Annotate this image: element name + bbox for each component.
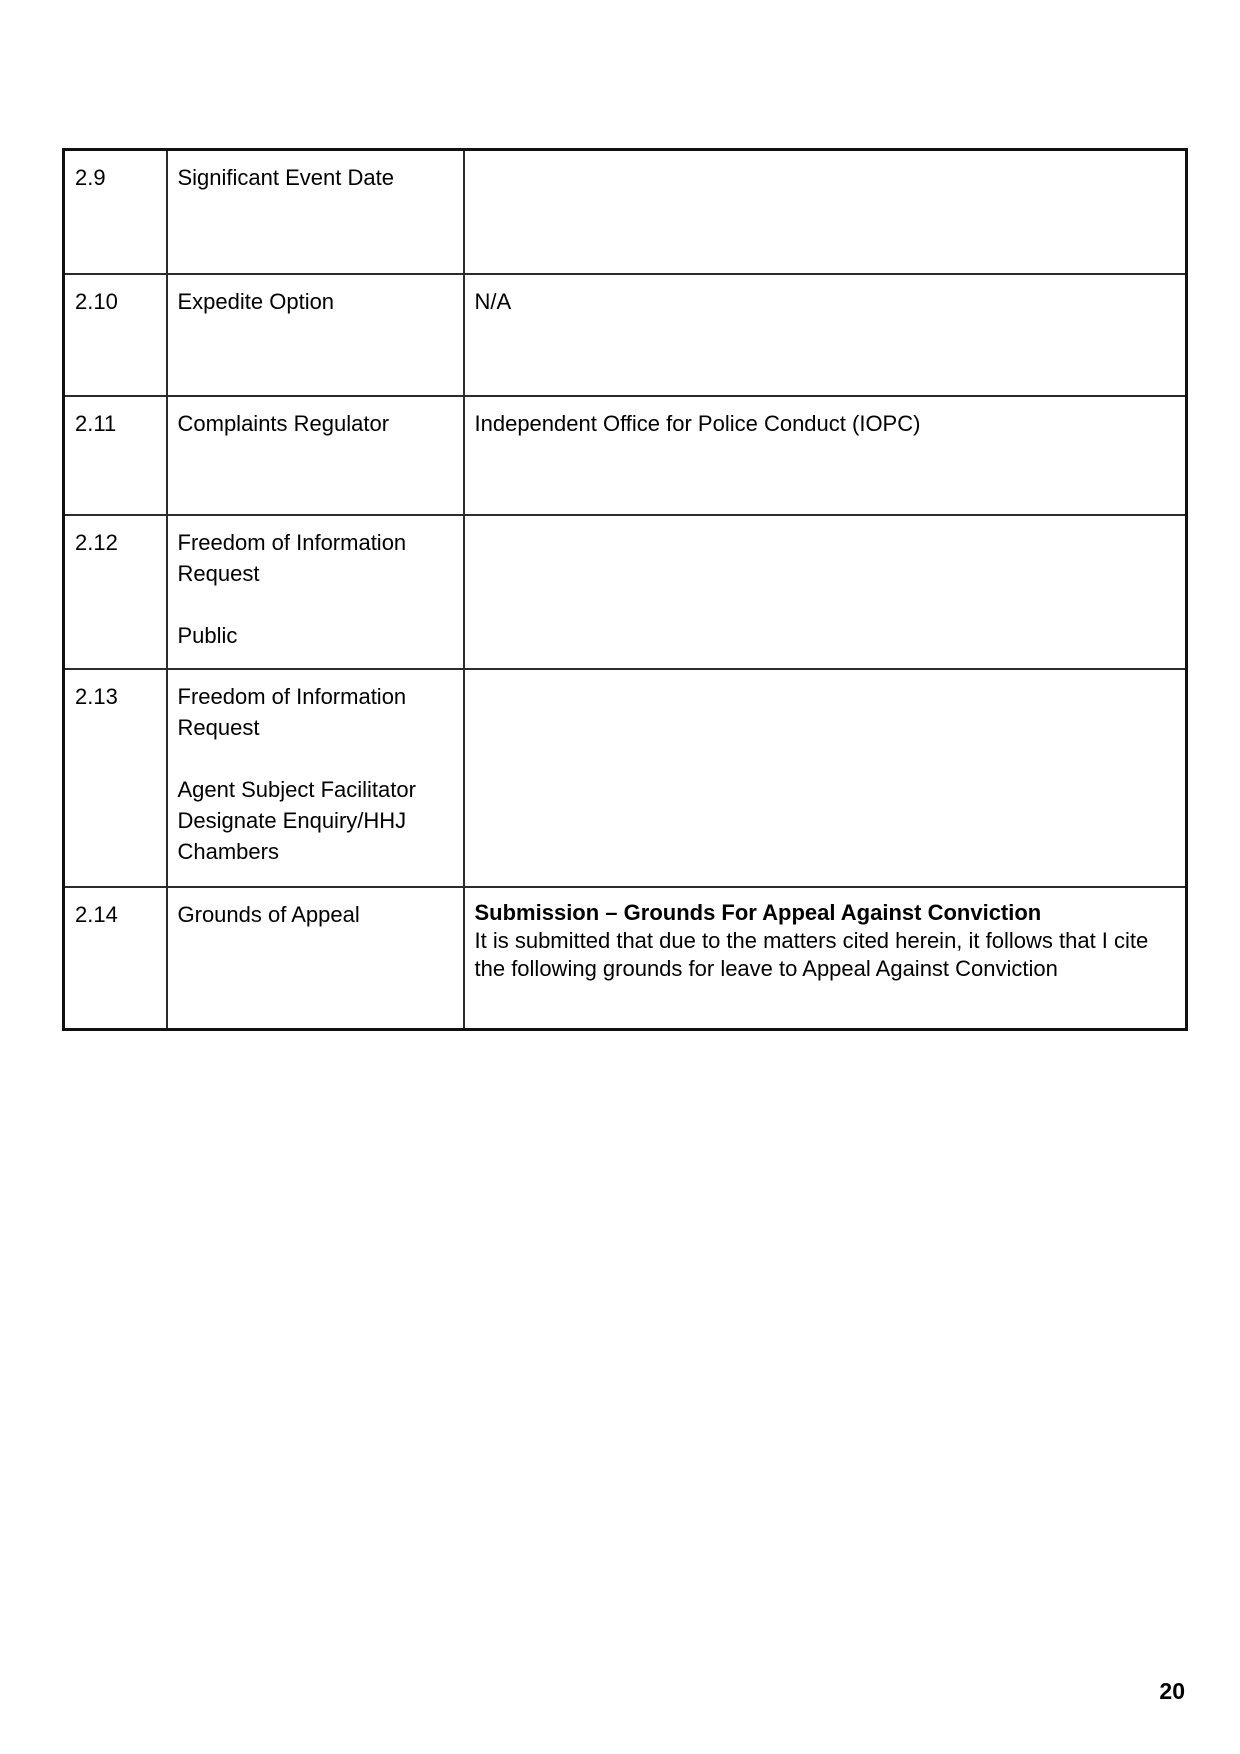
- row-number: 2.12: [64, 515, 167, 669]
- page-number: 20: [1159, 1678, 1185, 1704]
- table-row: [64, 396, 1187, 515]
- table-row: [64, 887, 1187, 1030]
- row-number: 2.11: [64, 396, 167, 515]
- row-number: 2.13: [64, 669, 167, 887]
- label-paragraph: Public: [177, 622, 238, 648]
- row-value: [464, 515, 1187, 669]
- row-value: N/A: [464, 274, 1187, 396]
- label-paragraph: Freedom of Information Request: [177, 529, 407, 586]
- row-label: [167, 669, 464, 887]
- value-heading: Submission – Grounds For Appeal Against Conviction: [474, 899, 1042, 925]
- row-value: [464, 150, 1187, 274]
- row-label: Significant Event Date: [167, 150, 464, 274]
- row-number: 2.9: [64, 150, 167, 274]
- row-value: [464, 887, 1187, 1030]
- label-paragraph: Agent Subject Facilitator Designate Enquiry/HHJ Chambers: [177, 776, 416, 864]
- row-number: 2.14: [64, 887, 167, 1030]
- table-row: [64, 669, 1187, 887]
- row-label: Expedite Option: [167, 274, 464, 396]
- row-label: Complaints Regulator: [167, 396, 464, 515]
- row-value: [464, 669, 1187, 887]
- row-number: 2.10: [64, 274, 167, 396]
- label-paragraph: Freedom of Information Request: [177, 683, 407, 740]
- table-row: [64, 515, 1187, 669]
- row-value: Independent Office for Police Conduct (IOPC): [464, 396, 1187, 515]
- row-label: Grounds of Appeal: [167, 887, 464, 1030]
- details-table: [62, 148, 1188, 1031]
- row-label: [167, 515, 464, 669]
- value-body: It is submitted that due to the matters cited herein, it follows that I cite the following grounds for leave to Appeal Against Conviction: [474, 927, 1149, 981]
- table-row: [64, 274, 1187, 396]
- table-row: [64, 150, 1187, 274]
